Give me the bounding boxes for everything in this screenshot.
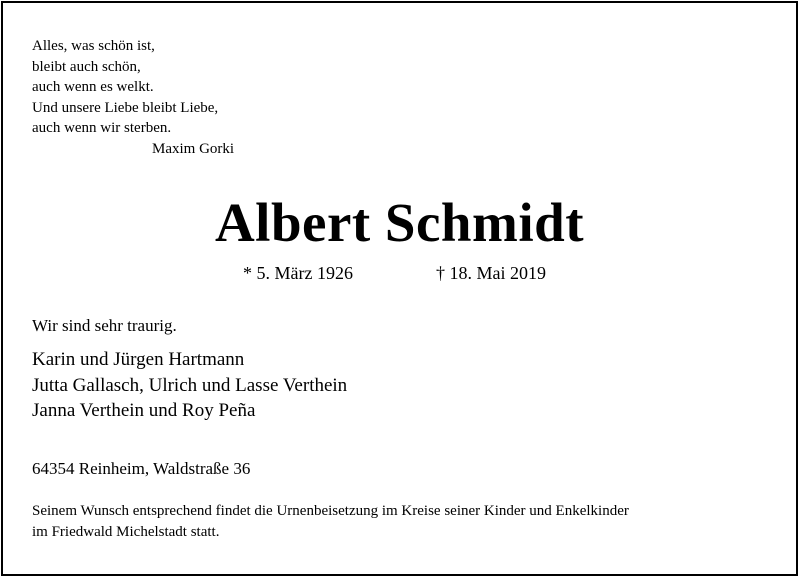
mourning-statement: Wir sind sehr traurig. xyxy=(32,316,177,335)
poem-quote xyxy=(32,36,234,159)
mourner-entry: Karin und Jürgen Hartmann xyxy=(32,349,245,370)
mourner-entry: Janna Verthein und Roy Peña xyxy=(32,400,256,421)
burial-note-line: Seinem Wunsch entsprechend findet die Urnenbeisetzung im Kreise seiner Kinder und Enkelkinder xyxy=(32,503,629,519)
poem-line: auch wenn es welkt. xyxy=(32,79,154,95)
obituary-notice xyxy=(1,1,798,576)
poem-line: auch wenn wir sterben. xyxy=(32,120,172,136)
poem-author: Maxim Gorki xyxy=(152,140,235,157)
burial-note-line: im Friedwald Michelstadt statt. xyxy=(32,524,220,540)
deceased-name: Albert Schmidt xyxy=(214,192,585,253)
poem-line: Alles, was schön ist, xyxy=(32,38,155,54)
family-address: 64354 Reinheim, Waldstraße 36 xyxy=(32,459,251,478)
mourner-entry: Jutta Gallasch, Ulrich und Lasse Verthein xyxy=(32,374,348,396)
mourners-list xyxy=(32,347,347,424)
poem-line: bleibt auch schön, xyxy=(32,58,141,75)
death-date: † 18. Mai 2019 xyxy=(436,263,546,283)
poem-line: Und unsere Liebe bleibt Liebe, xyxy=(32,99,219,116)
birth-date: * 5. März 1926 xyxy=(243,263,353,283)
burial-note xyxy=(32,501,782,543)
